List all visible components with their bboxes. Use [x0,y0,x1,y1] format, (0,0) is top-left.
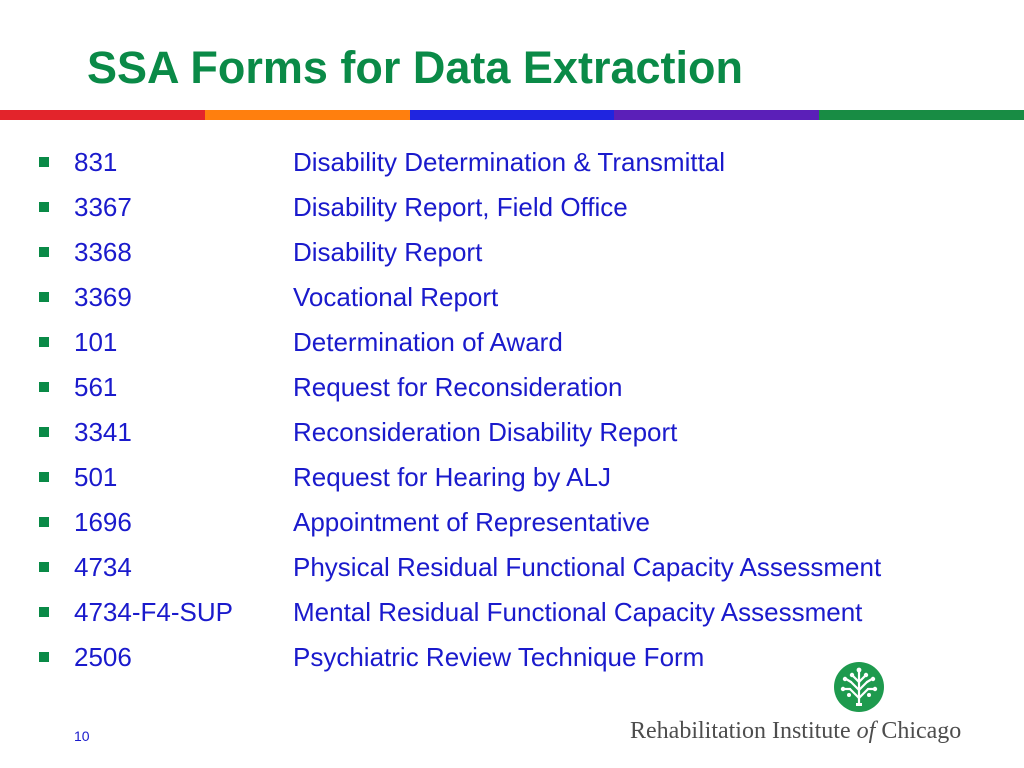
logo-name-part: Rehabilitation Institute [630,718,857,744]
logo-text [630,716,961,746]
tree-logo-graphic [834,662,884,712]
logo-name-part: Chicago [875,718,962,744]
form-description: Physical Residual Functional Capacity Assessment [293,552,882,582]
square-bullet-icon [39,337,49,347]
form-number: 4734 [74,552,132,582]
form-number: 3369 [74,282,132,312]
color-bar-segment [819,110,1024,120]
form-number: 831 [74,147,118,177]
form-description: Request for Reconsideration [293,372,623,402]
color-bar-segment [614,110,819,120]
logo-name-of: of [856,718,876,744]
form-number: 561 [74,372,118,402]
form-description: Reconsideration Disability Report [293,417,678,447]
form-number: 501 [74,462,118,492]
square-bullet-icon [39,517,49,527]
square-bullet-icon [39,292,49,302]
color-bar-segment [410,110,615,120]
form-description: Request for Hearing by ALJ [293,462,611,492]
form-number: 3367 [74,192,132,222]
form-number: 3368 [74,237,132,267]
form-description: Disability Determination & Transmittal [293,147,726,177]
form-description: Disability Report [293,237,483,267]
square-bullet-icon [39,382,49,392]
color-bar-segment [0,110,205,120]
square-bullet-icon [39,427,49,437]
tree-icon [834,662,884,712]
square-bullet-icon [39,157,49,167]
page-number: 10 [74,728,90,744]
square-bullet-icon [39,652,49,662]
form-number: 3341 [74,417,132,447]
form-description: Mental Residual Functional Capacity Assessment [293,597,863,627]
square-bullet-icon [39,202,49,212]
form-number: 4734-F4-SUP [74,597,233,627]
form-number: 101 [74,327,118,357]
form-description: Determination of Award [293,327,563,357]
form-number: 1696 [74,507,132,537]
form-description: Vocational Report [293,282,499,312]
form-number: 2506 [74,642,132,672]
square-bullet-icon [39,562,49,572]
form-description: Disability Report, Field Office [293,192,628,222]
square-bullet-icon [39,472,49,482]
slide-title: SSA Forms for Data Extraction [87,42,743,93]
color-bar-segment [205,110,410,120]
form-description: Appointment of Representative [293,507,650,537]
color-divider-bar [0,110,1024,120]
form-description: Psychiatric Review Technique Form [293,642,705,672]
square-bullet-icon [39,607,49,617]
square-bullet-icon [39,247,49,257]
